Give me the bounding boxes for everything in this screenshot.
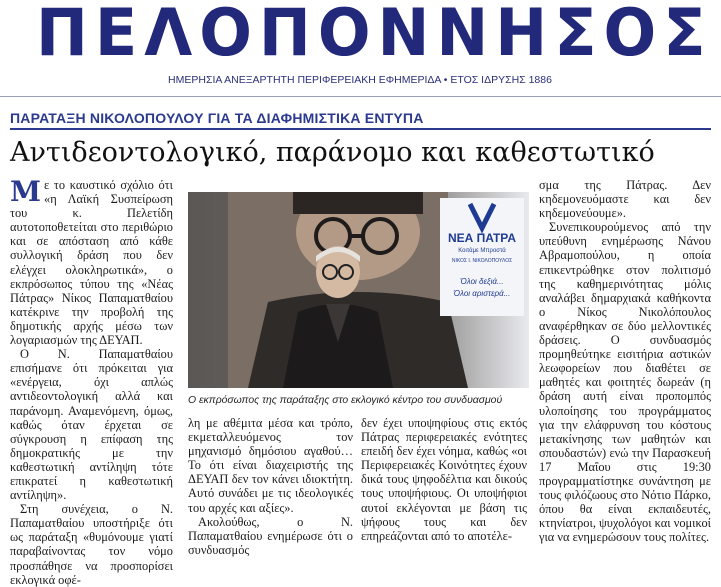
paragraph: σμα της Πάτρας. Δεν κηδεμονευόμαστε και δεν κηδεμονεύουμε». (539, 178, 711, 221)
article-column-2 (188, 416, 353, 566)
paragraph-text: ε το καυστικό σχόλιο ότι «η Λαϊκή Συσπείρωση του κ. Πελετίδη αυτοτοποθετείται στο περιθώριο και σε απόσταση από κάθε συλλογική δράση που δεν ελέγχει ολοκληρωτικά», ο εκπρόσωπος τύπου της «Νέας Πάτρας» Νίκος Παπαματθαίου κατέκρινε την προβολή της δημοτικής αρχής μέσω των λογαριασμών της ΔΕΥΑΠ. (10, 178, 173, 348)
article-column-1 (10, 175, 173, 587)
paragraph: δεν έχει υποψηφίους στις εκτός Πάτρας περιφερειακές ενότητες επειδή δεν έχει νόημα, καθώς «οι Περιφερειακές Κοινότητες έχουν δικά τους ψηφοδέλτια και δικούς τους υποψήφιους. Οι υποψήφιοι αυτοί εκλέγονται με βάση τις ψήφους τους και δεν επηρεάζονται από το αποτέλε- (361, 416, 527, 543)
photo-caption: Ο εκπρόσωπος της παράταξης στο εκλογικό κέντρο του συνδυασμού (188, 395, 503, 406)
poster-tagline: Κοιτάμε Μπροστά (458, 248, 506, 254)
paragraph: Ακολούθως, ο Ν. Παπαματθαίου ενημέρωσε ότι ο συνδυασμός (188, 514, 353, 557)
poster-title: ΝΕΑ ΠΑΤΡΑ (447, 231, 517, 245)
article-column-4 (539, 178, 711, 566)
article-column-3 (361, 416, 527, 566)
masthead-subtitle: ΗΜΕΡΗΣΙΑ ΑΝΕΞΑΡΤΗΤΗ ΠΕΡΙΦΕΡΕΙΑΚΗ ΕΦΗΜΕΡΙΔΑ • ΕΤΟΣ ΙΔΡΥΣΗΣ 1886 (168, 74, 552, 86)
paragraph: Ο Ν. Παπαματθαίου επισήμανε ότι πρόκειται για «ενέργεια, όχι απλώς αντιδεοντολογική αλλά και παράνομη. Αναμενόμενη, όμως, καθώς όταν έρχεται σε σύγκρουση η επίφαση της δημοκρατικής με την καθεστωτική αντίληψη τότε επικρατεί η καθεστωτική αντίληψη». (10, 347, 173, 503)
poster-line-1: Όλοι δεξιά... (460, 277, 504, 286)
paragraph: Συνεπικουρούμενος από την υπεύθυνη ενημέρωσης Νάνου Αβραμοπούλου, η οποία επικεντρώθηκε στον πολιτισμό της καθημερινότητας μόλις αναλάβει δημαρχιακά καθήκοντα ο Νίκος Νικολόπουλος αναφέρθηκαν σε δύο μελλοντικές δράσεις. Ο συνδυασμός προμηθεύτηκε εισιτήρια αστικών λεωφορείων που διαθέτει σε μαθητές και φοιτητές δωρεάν (η δράση αυτή είναι προπομπός υλοποίησης του προγράμματος για την ελάφρυνση του κόστους μετακίνησης των μαθητών και σπουδαστών) ενώ την Παρασκευή 17 Μαΐου στις 19:30 προγραμματίστηκε συνάντηση με τους φιλόζωους στο Νότιο Πάρκο, όπου θα είναι εκπαιδευτές, κτηνίατροι, ψυχολόγοι και νομικοί για να ενημερώσουν τους πολίτες. (539, 220, 711, 545)
paragraph (10, 175, 173, 348)
article-photo (188, 192, 529, 388)
masthead (0, 0, 721, 86)
article-kicker: ΠΑΡΑΤΑΞΗ ΝΙΚΟΛΟΠΟΥΛΟΥ ΓΙΑ ΤΑ ΔΙΑΦΗΜΙΣΤΙΚΑ ΕΝΤΥΠΑ (10, 110, 424, 126)
masthead-divider (0, 96, 721, 97)
poster-line-2: Όλοι αριστερά... (453, 289, 511, 298)
drop-cap: Μ (10, 175, 41, 208)
masthead-title: ΠΕΛΟΠΟΝΝΗΣΟΣ (36, 0, 713, 71)
poster-name: ΝΙΚΟΣ Ι. ΝΙΚΟΛΟΠΟΥΛΟΣ (451, 258, 513, 264)
article-headline: Αντιδεοντολογικό, παράνομο και καθεστωτικό (10, 137, 655, 168)
kicker-divider (10, 128, 711, 130)
paragraph: λη με αθέμιτα μέσα και τρόπο, εκμεταλλευόμενος τον μηχανισμό δημόσιου αγαθού… Το ότι είναι διαχειριστής της ΔΕΥΑΠ δεν τον κάνει ιδιοκτήτη. Αυτό συνάδει με τις ιδεολογικές του αρχές και αξίες». (188, 416, 353, 515)
paragraph: Στη συνέχεια, ο Ν. Παπαματθαίου υποστήριξε ότι ως παράταξη «θυμόνουμε γιατί παραβαίνοντας τον νόμο προσπάθησε να προσπορίσει εκλογικά οφέ- (10, 502, 173, 587)
